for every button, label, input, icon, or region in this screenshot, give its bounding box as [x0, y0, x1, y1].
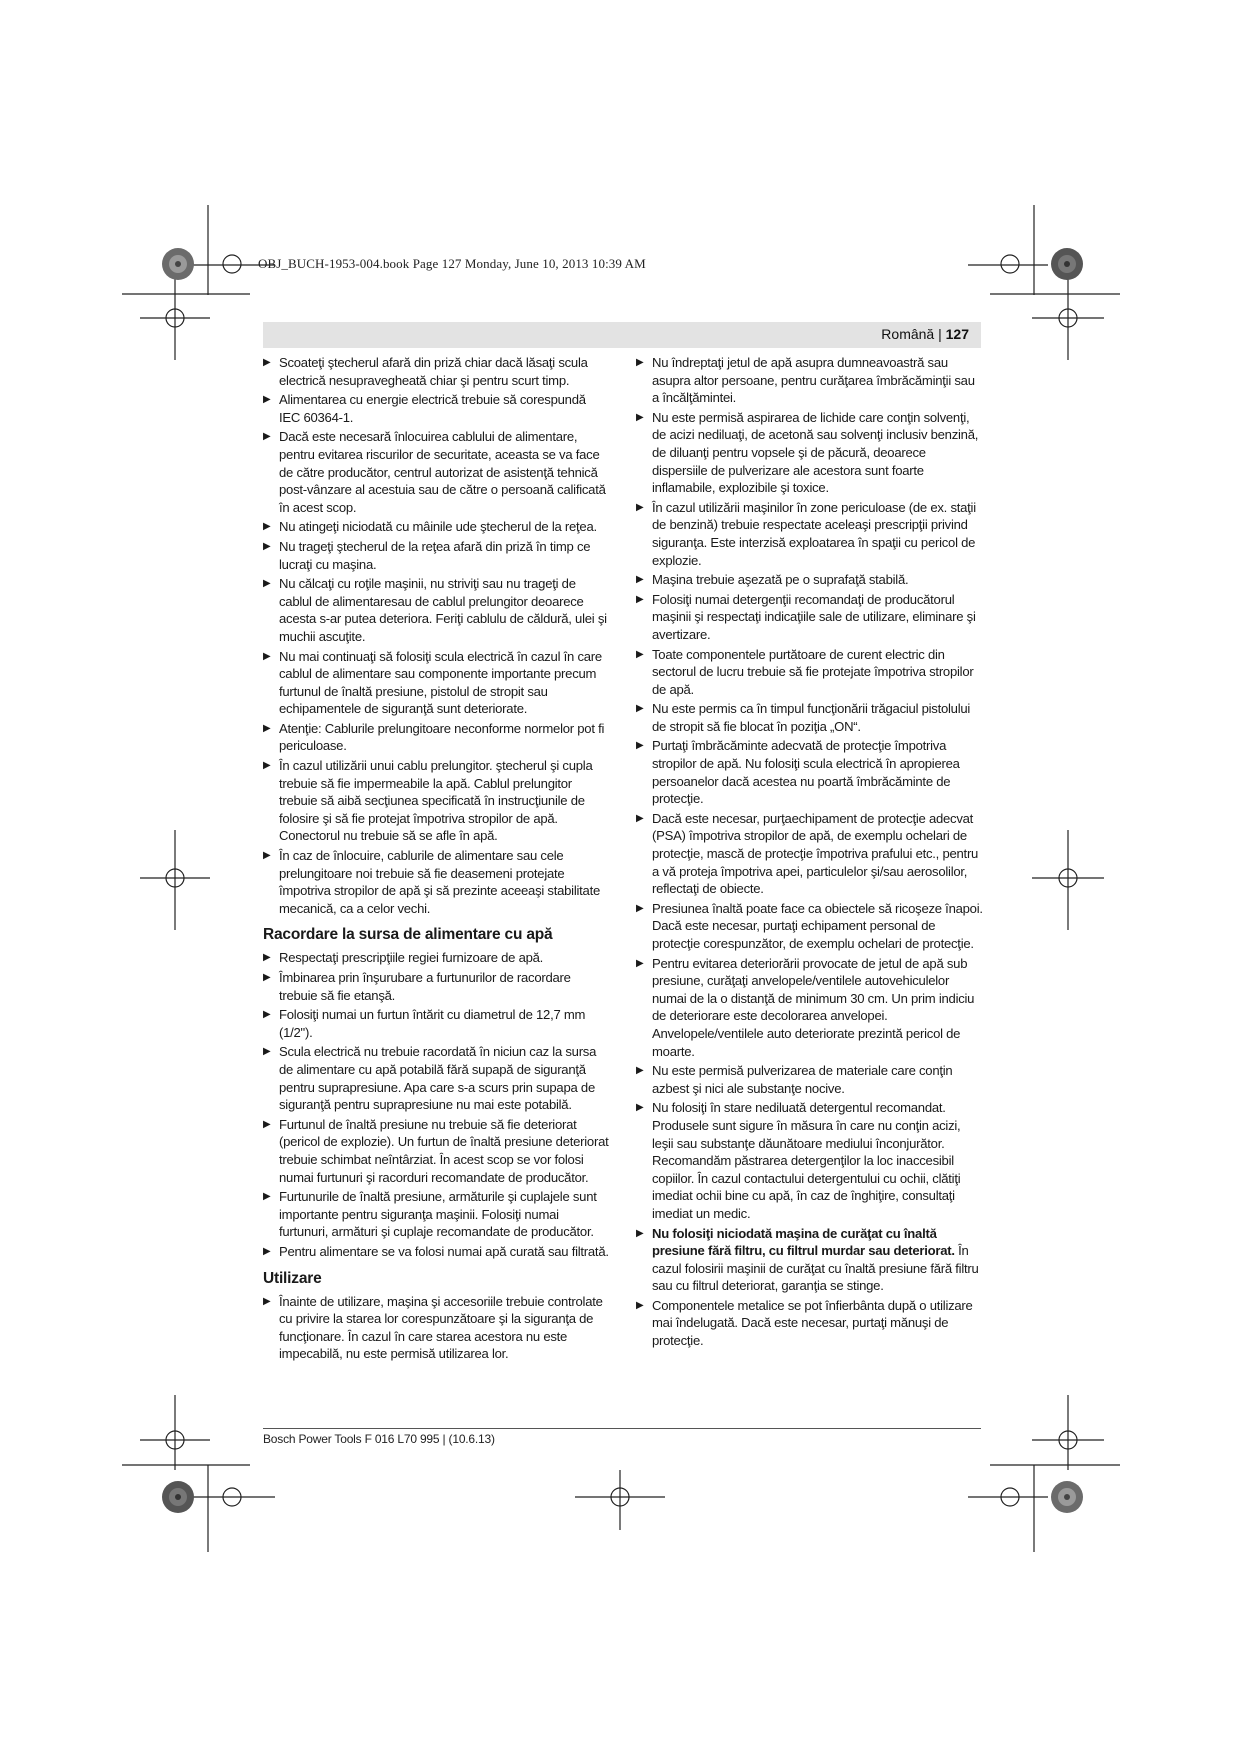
bullet-arrow-icon: ▶ — [263, 972, 271, 983]
bullet-arrow-icon: ▶ — [263, 1295, 271, 1307]
header-separator: | — [938, 326, 942, 342]
registration-target — [223, 255, 241, 273]
footer-text: Bosch Power Tools F 016 L70 995 | (10.6.13) — [263, 1432, 495, 1446]
color-wheel-bottom-left — [162, 1481, 194, 1513]
bullet-text: Pentru evitarea deteriorării provocate de jetul de apă sub presiune, curăţaţi anvelopele/ventilele autovehiculelor numai de la o distanţă de minimum 30 cm. Un prim indiciu de deteriorare este decolorarea anvelopei. Anvelopele/ventilele auto deteriorate prezintă pericol de moarte. — [652, 955, 975, 1059]
bullet-arrow-icon: ▶ — [263, 1009, 271, 1021]
bullet-text: Toate componentele purtătoare de curent electric din sectorul de lucru trebuie să fie protejate împotriva stropilor de apă. — [652, 646, 974, 697]
bullet-arrow-icon: ▶ — [636, 703, 644, 715]
section-heading: Racordare la sursa de alimentare cu apă — [263, 926, 553, 944]
bullet-text: Înainte de utilizare, maşina şi accesoriile trebuie controlate cu privire la starea lor corespunzătoare şi la siguranţa de funcţionare. În cazul în care starea acestora nu este impecabilă, nu este permisă utilizarea lor. — [279, 1293, 603, 1362]
page-number: 127 — [945, 326, 969, 342]
registration-target — [1001, 255, 1019, 273]
bullet-arrow-icon: ▶ — [263, 760, 271, 772]
bullet-arrow-icon: ▶ — [263, 952, 271, 964]
bullet-arrow-icon: ▶ — [263, 357, 271, 368]
bullet-arrow-icon: ▶ — [263, 1245, 271, 1257]
color-wheel-top-left — [162, 248, 194, 280]
bullet-text: În cazul utilizării maşinilor în zone periculoase (de ex. staţii de benzină) trebuie respectate aceleaşi prescripţii privind siguranţa. Este interzisă exploatarea în spaţii cu pericol de explozie. — [652, 499, 976, 568]
bullet-text: Nu îndreptaţi jetul de apă asupra dumneavoastră sau asupra altor persoane, pentru curăţarea îmbrăcăminţii sau a încălţămintei. — [652, 355, 975, 406]
bullet-arrow-icon: ▶ — [263, 1046, 271, 1058]
bullet-arrow-icon: ▶ — [263, 394, 271, 406]
bullet-text: Furtunul de înaltă presiune nu trebuie să fie deteriorat (pericol de explozie). Un furtun de înaltă presiune deteriorat trebuie schimbat neîntârziat. În acest scop se vor folosi numai furtunuri şi racorduri recomandate de producător. — [279, 1116, 609, 1185]
bullet-text: Nu este permis ca în timpul funcţionării trăgaciul pistolului de stropit să fie blocat în poziţia „ON“. — [652, 701, 971, 734]
color-wheel-top-right — [1051, 248, 1083, 280]
bullet-text: Nu este permisă aspirarea de lichide care conţin solvenţi, de acizi nediluaţi, de acetonă sau solvenţi inclusiv benzină, de diluanţi pentru vopsele şi de păcură, deoarece dispersiile de pulverizare ale acestora sunt foarte inflamabile, explozibile şi toxice. — [652, 409, 979, 496]
bullet-arrow-icon: ▶ — [636, 1065, 644, 1077]
bullet-arrow-icon: ▶ — [636, 574, 644, 586]
bullet-text: În caz de înlocuire, cablurile de alimentare sau cele prelungitoare noi trebuie să fie deasemeni protejate împotriva stropilor de apă şi să prezinte aceeaşi stabilitate mecanică, ca a celor vechi. — [279, 848, 600, 916]
bullet-arrow-icon: ▶ — [636, 902, 644, 914]
bullet-text: Nu folosiţi în stare nediluată detergentul recomandat. Produsele sunt sigure în măsura în care nu conţin acizi, leşii sau substanţe dăunătoare mediului înconjurător. Recomandăm păstrarea detergenţilor la loc inaccesibil copiilor. În cazul contactului detergentului cu ochii, clătiţi imediat ochii bine cu apă, în caz de înghiţire, consultaţi imediat un medic. — [652, 1100, 961, 1221]
bullet-arrow-icon: ▶ — [636, 593, 644, 605]
bullet-text: Nu călcaţi cu roţile maşinii, nu striviţi sau nu trageţi de cablul de alimentaresau de cablul prelungitor deoarece acesta s-ar putea deteriora. Feriţi cablulu de căldură, ulei şi muchii ascuţite. — [279, 576, 607, 644]
bullet-arrow-icon: ▶ — [263, 521, 271, 533]
bullet-text: Folosiţi numai detergenţii recomandaţi de producătorul maşinii şi respectaţi indicaţiile sale de utilizare, eliminare şi avertizare. — [652, 591, 976, 642]
bullet-arrow-icon: ▶ — [263, 578, 271, 590]
bullet-text: Nu este permisă pulverizarea de materiale care conţin azbest şi nici ale substanţe nocive. — [652, 1063, 953, 1096]
bullet-arrow-icon: ▶ — [636, 648, 644, 660]
color-wheel-bottom-right — [1051, 1481, 1083, 1513]
bullet-text: Furtunurile de înaltă presiune, armăturile şi cuplajele sunt importante pentru siguranţa maşinii. Folosiţi numai furtunuri, armături şi cuplaje recomandate de producător. — [279, 1189, 597, 1240]
bullet-text: În cazul folosirii maşinii de curăţat cu înaltă presiune fără filtru sau cu filtrul deteriorat, garanţia se stinge. — [652, 1243, 979, 1294]
bullet-text: În cazul utilizării unui cablu prelungitor. ştecherul şi cupla trebuie să fie impermeabile la apă. Cablul prelungitor trebuie să aibă secţiunea specificată în instrucţiunile de folosire şi să fie protejat împotriva stropilor de apă. Conectorul nu trebuie să se afle în apă. — [279, 758, 593, 844]
bullet-text: Scoateţi ştecherul afară din priză chiar dacă lăsaţi scula electrică nesupravegheată chiar şi pentru scurt timp. — [279, 355, 588, 388]
bullet-text: Purtaţi îmbrăcăminte adecvată de protecţie împotriva stropilor de apă. Nu folosiţi scula electrică în apropierea persoanelor dacă acestea nu poartă îmbrăcăminte de protecţie. — [652, 738, 960, 807]
bullet-arrow-icon: ▶ — [636, 411, 644, 423]
bullet-arrow-icon: ▶ — [636, 740, 644, 752]
bullet-arrow-icon: ▶ — [636, 1227, 644, 1239]
bullet-text: Respectaţi prescripţiile regiei furnizoare de apă. — [279, 950, 544, 966]
bullet-arrow-icon: ▶ — [636, 957, 644, 969]
bullet-bold-lead: Nu folosiţi niciodată maşina de curăţat cu înaltă presiune fără filtru, cu filtrul murdar sau deteriorat. — [652, 1225, 955, 1259]
bullet-text: Dacă este necesară înlocuirea cablului de alimentare, pentru evitarea riscurilor de securitate, aceasta se va face de către producător, centrul autorizat de asistenţă tehnică post-vânzare al acestuia sau de către o persoană calificată în acest scop. — [279, 429, 606, 515]
bullet-text: Folosiţi numai un furtun întărit cu diametrul de 12,7 mm (1/2"). — [279, 1007, 586, 1040]
bullet-arrow-icon: ▶ — [636, 501, 644, 513]
bullet-arrow-icon: ▶ — [263, 431, 271, 443]
bullet-arrow-icon: ▶ — [263, 540, 271, 552]
bullet-arrow-icon: ▶ — [636, 812, 644, 824]
bullet-text: Componentele metalice se pot înfierbânta după o utilizare mai îndelugată. Dacă este necesar, purtaţi mănuşi de protecţie. — [652, 1297, 973, 1349]
bullet-text: Atenţie: Cablurile prelungitoare neconforme normelor pot fi periculoase. — [279, 720, 605, 754]
bullet-text: Presiunea înaltă poate face ca obiectele să ricoşeze înapoi. Dacă este necesar, purtaţi echipament personal de protecţie corespunzător, de exemplu ochelari de protecţie. — [652, 900, 983, 951]
bullet-arrow-icon: ▶ — [263, 1191, 271, 1203]
bullet-arrow-icon: ▶ — [263, 722, 271, 734]
bullet-text: Nu atingeţi niciodată cu mâinile ude ştecherul de la reţea. — [279, 519, 597, 535]
bullet-arrow-icon: ▶ — [263, 650, 271, 662]
bullet-arrow-icon: ▶ — [636, 1102, 644, 1114]
bullet-text: Nu mai continuaţi să folosiţi scula electrică în cazul în care cablul de alimentare sau componente importante precum furtunul de înaltă presiune, pistolul de stropit sau echipamentele de siguranţă sunt deteriorate. — [279, 648, 602, 717]
bullet-text: Nu trageţi ştecherul de la reţea afară din priză în timp ce lucraţi cu maşina. — [279, 538, 591, 572]
print-header: OBJ_BUCH-1953-004.book Page 127 Monday, June 10, 2013 10:39 AM — [258, 256, 646, 271]
section-heading: Utilizare — [263, 1269, 322, 1287]
header-language: Română — [881, 326, 935, 342]
bullet-text: Scula electrică nu trebuie racordată în niciun caz la sursa de alimentare cu apă potabilă fără supapă de siguranţă pentru suprapresiune. Apa care s-a scurs prin supapa de siguranţă pentru suprapresiune nu mai este potabilă. — [279, 1044, 597, 1113]
bullet-arrow-icon: ▶ — [636, 1299, 644, 1311]
bullet-arrow-icon: ▶ — [263, 1118, 271, 1130]
bullet-text: Alimentarea cu energie electrică trebuie să corespundă IEC 60364-1. — [279, 392, 586, 425]
bullet-text: Îmbinarea prin înşurubare a furtunurilor de racordare trebuie să fie etanşă. — [279, 970, 571, 1003]
bullet-arrow-icon: ▶ — [636, 357, 644, 368]
bullet-arrow-icon: ▶ — [263, 850, 271, 862]
bullet-text: Dacă este necesar, purţaechipament de protecţie adecvat (PSA) împotriva stropilor de apă, de exemplu ochelari de protecţie, mască de protecţie împotriva prafului etc., pentru a vă proteja împotriva apei, particulelor şi/sau aerosolilor, reflectaţi de obiecte. — [652, 810, 979, 897]
bullet-text: Maşina trebuie aşezată pe o suprafaţă stabilă. — [652, 572, 909, 588]
bullet-text: Pentru alimentare se va folosi numai apă curată sau filtrată. — [279, 1243, 609, 1259]
